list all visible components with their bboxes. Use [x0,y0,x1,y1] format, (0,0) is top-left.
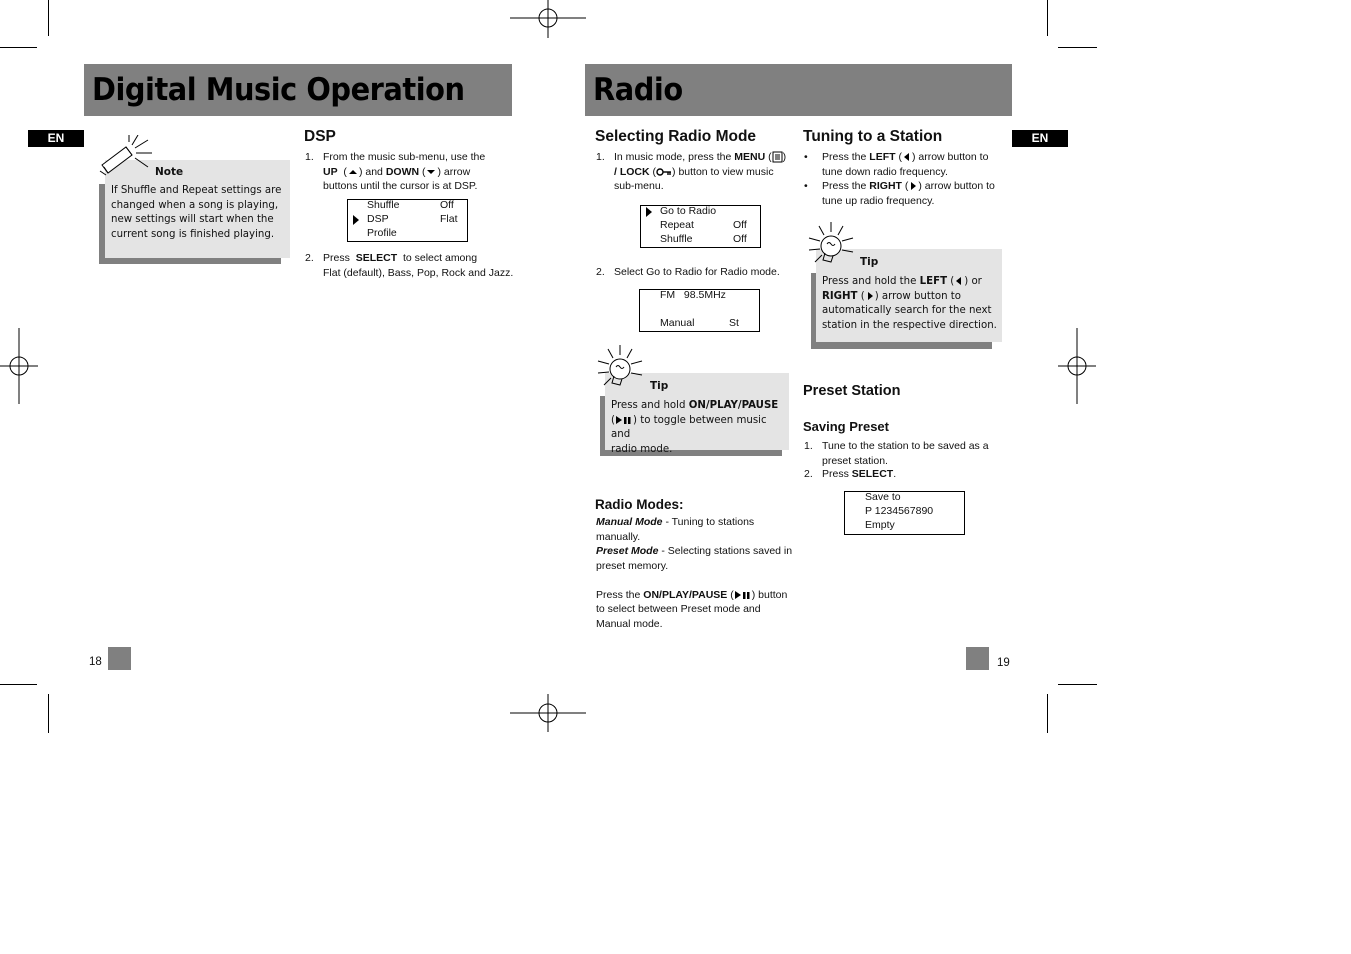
dsp-step-1-line-2: UP ( ) and DOWN ( ) arrow [323,165,471,178]
page-number-left: 18 [89,656,102,668]
manual-mode-line [596,515,796,530]
selecting-step-1-line-2: / LOCK ( ) button to view music [614,165,774,178]
dsp-step-1-line-3: buttons until the cursor is at DSP. [323,180,478,192]
play-pause-key: ON/PLAY/PAUSE [643,588,728,601]
radio-modes-heading: Radio Modes: [595,497,684,512]
note-label: Note [155,166,184,178]
radio-menu-display [640,205,761,248]
note-pen-icon [96,135,156,179]
preset-step-1-line-1: Tune to the station to be saved as a [822,440,989,452]
page-number-right: 19 [997,657,1010,669]
tip-1-line-3: radio mode. [611,443,673,455]
tip-1-line-1 [611,399,787,414]
tip-2-line-4: station in the respective direction. [822,319,997,331]
registration-mark-right [1057,326,1097,406]
selecting-step-2 [596,265,791,281]
display-row: P 1234567890 [865,505,934,517]
registration-mark-left [0,326,40,406]
lightbulb-icon [594,343,646,391]
select-key: SELECT [851,468,894,480]
registration-mark-top [508,0,588,40]
tuning-bullet-1-line-2: tune down radio frequency. [822,165,948,178]
right-arrow-icon [908,181,918,191]
button-text: button [758,588,788,601]
step-number: 2. [596,266,605,278]
preset-mode-label: Preset Mode [596,545,659,557]
menu-row-label: Shuffle [367,199,400,211]
press-hold-text: Press and hold the [822,276,917,287]
play-pause-icon [734,590,752,600]
tip-2-line-2: RIGHT ( ) arrow button to [822,290,962,302]
play-pause-key: ON/PLAY/PAUSE [688,400,779,411]
press-hold-text: Press and hold [611,400,686,411]
menu-row-value: Off [440,199,454,211]
tuning-bullet-1 [804,150,1004,180]
tip-label-2: Tip [860,256,879,268]
left-page-title: Digital Music Operation [92,72,465,108]
press-the-text: Press the [596,588,641,601]
arrow-button-text: arrow button to [918,151,989,163]
tuning-heading: Tuning to a Station [803,128,943,145]
tuning-bullet-2 [804,179,1004,209]
left-arrow-icon [954,276,964,286]
preset-mode-desc: - Selecting stations saved in [661,545,793,557]
menu-row-label: Repeat [660,219,694,231]
menu-row-value: Off [733,233,747,245]
cursor-icon [646,207,652,217]
play-pause-icon [615,415,633,425]
tip-1-line-2: ( ) to toggle between music and [611,414,767,440]
or-text: or [971,276,982,287]
dsp-step-1 [305,150,515,194]
up-arrow-icon [347,167,359,177]
menu-row-value: Off [733,219,747,231]
tip-label-1: Tip [650,380,669,392]
right-page-title: Radio [593,72,683,108]
selecting-step-1 [596,150,791,194]
selecting-step-1-line-3: sub-menu. [614,180,664,192]
manual-mode-line-2: manually. [596,530,641,543]
press-the-text: Press the [822,180,867,192]
saving-preset-heading: Saving Preset [803,419,889,434]
bullet: • [804,151,808,163]
dsp-step-2 [305,251,515,281]
menu-icon [772,151,783,163]
view-music-text: button to view music [678,165,774,178]
menu-row-label: Profile [367,227,397,239]
stereo-indicator: St [729,317,739,329]
left-arrow-icon [902,152,912,162]
selecting-radio-mode-heading: Selecting Radio Mode [595,128,757,145]
left-page-title-bar [84,64,512,116]
dsp-step-2-line-2: Flat (default), Bass, Pop, Rock and Jazz. [323,266,514,279]
dsp-step-2-line-1 [323,251,523,266]
key-lock-icon [656,167,672,177]
toggle-text: to toggle between music and [611,414,767,440]
lightbulb-icon [805,220,857,268]
press-line-3: Manual mode. [596,617,663,630]
radio-modes-description [596,515,796,631]
registration-mark-bottom [508,694,588,734]
tip-text-2 [822,275,1000,333]
left-key: LEFT [869,151,896,163]
press-line-2: to select between Preset mode and [596,603,761,615]
arrow-button-text: arrow button to [924,180,995,192]
menu-row-label: Go to Radio [660,205,717,217]
right-arrow-icon [865,291,875,301]
page-tab-left [108,647,131,670]
up-key: UP [323,165,338,178]
language-badge-left: EN [28,130,84,147]
cursor-icon [353,215,359,225]
press-text: Press [323,252,350,264]
dsp-heading: DSP [304,128,336,145]
press-the-text: Press the [822,151,867,163]
lock-key: / LOCK [614,165,650,178]
step-number: 1. [596,151,605,163]
tuning-mode-readout: Manual [660,317,695,329]
save-preset-display [844,491,965,535]
period: . [893,468,897,480]
selecting-step-2-text: Select Go to Radio for Radio mode. [614,266,780,278]
radio-frequency-display [639,289,760,332]
manual-mode-label: Manual Mode [596,516,663,528]
right-page-title-bar [585,64,1012,116]
press-line-1: Press the ON/PLAY/PAUSE ( ) button [596,588,788,601]
tip-2-line-3: automatically search for the next [822,305,992,316]
menu-row-label: DSP [367,213,389,225]
preset-mode-line [596,544,796,559]
press-the-text: In music mode, press the [614,151,732,163]
tuning-bullet-2-line-2: tune up radio frequency. [822,194,935,207]
and-text: and [365,165,383,178]
preset-station-heading: Preset Station [803,383,901,399]
preset-mode-line-2: preset memory. [596,559,669,572]
dsp-menu-display [347,199,468,242]
display-row: Empty [865,519,895,531]
step-number: 2. [804,468,813,480]
tuning-bullet-2-line-1: Press the RIGHT ( ) arrow button to [822,180,995,192]
tip-text-1 [611,399,787,457]
note-text: If Shuffle and Repeat settings are changed when a song is playing, new settings will start when the current song is finished playing. [111,185,282,240]
right-key: RIGHT [822,290,858,302]
arrow-button-text: arrow button to [881,290,962,302]
arrow-text: arrow [443,165,471,178]
selecting-step-1-line-1: In music mode, press the MENU ( ) [614,151,787,163]
tuning-bullet-1-line-1: Press the LEFT ( ) arrow button to [822,151,989,163]
display-row: Save to [865,491,901,503]
select-key: SELECT [355,252,398,264]
step-number: 1. [804,440,813,452]
right-key: RIGHT [869,180,902,192]
menu-row-label: Shuffle [660,233,693,245]
select-among-text: to select among [402,252,478,264]
language-badge-right: EN [1012,130,1068,147]
page-tab-right [966,647,989,670]
tip-2-line-1: Press and hold the LEFT ( ) or [822,276,982,287]
menu-key: MENU [734,151,766,163]
bullet: • [804,180,808,192]
down-key: DOWN [385,165,420,178]
menu-row-value: Flat [440,213,458,225]
step-number: 2. [305,252,314,264]
dsp-step-1-line-1: From the music sub-menu, use the [323,151,486,163]
step-number: 1. [305,151,314,163]
manual-mode-desc: - Tuning to stations [665,516,755,528]
preset-step-2 [804,467,1004,483]
left-key: LEFT [919,276,948,287]
preset-step-1-line-2: preset station. [822,454,888,467]
frequency-readout: FM 98.5MHz [660,289,726,301]
press-text: Press [822,468,849,480]
preset-step-1 [804,439,1004,469]
down-arrow-icon [425,167,437,177]
